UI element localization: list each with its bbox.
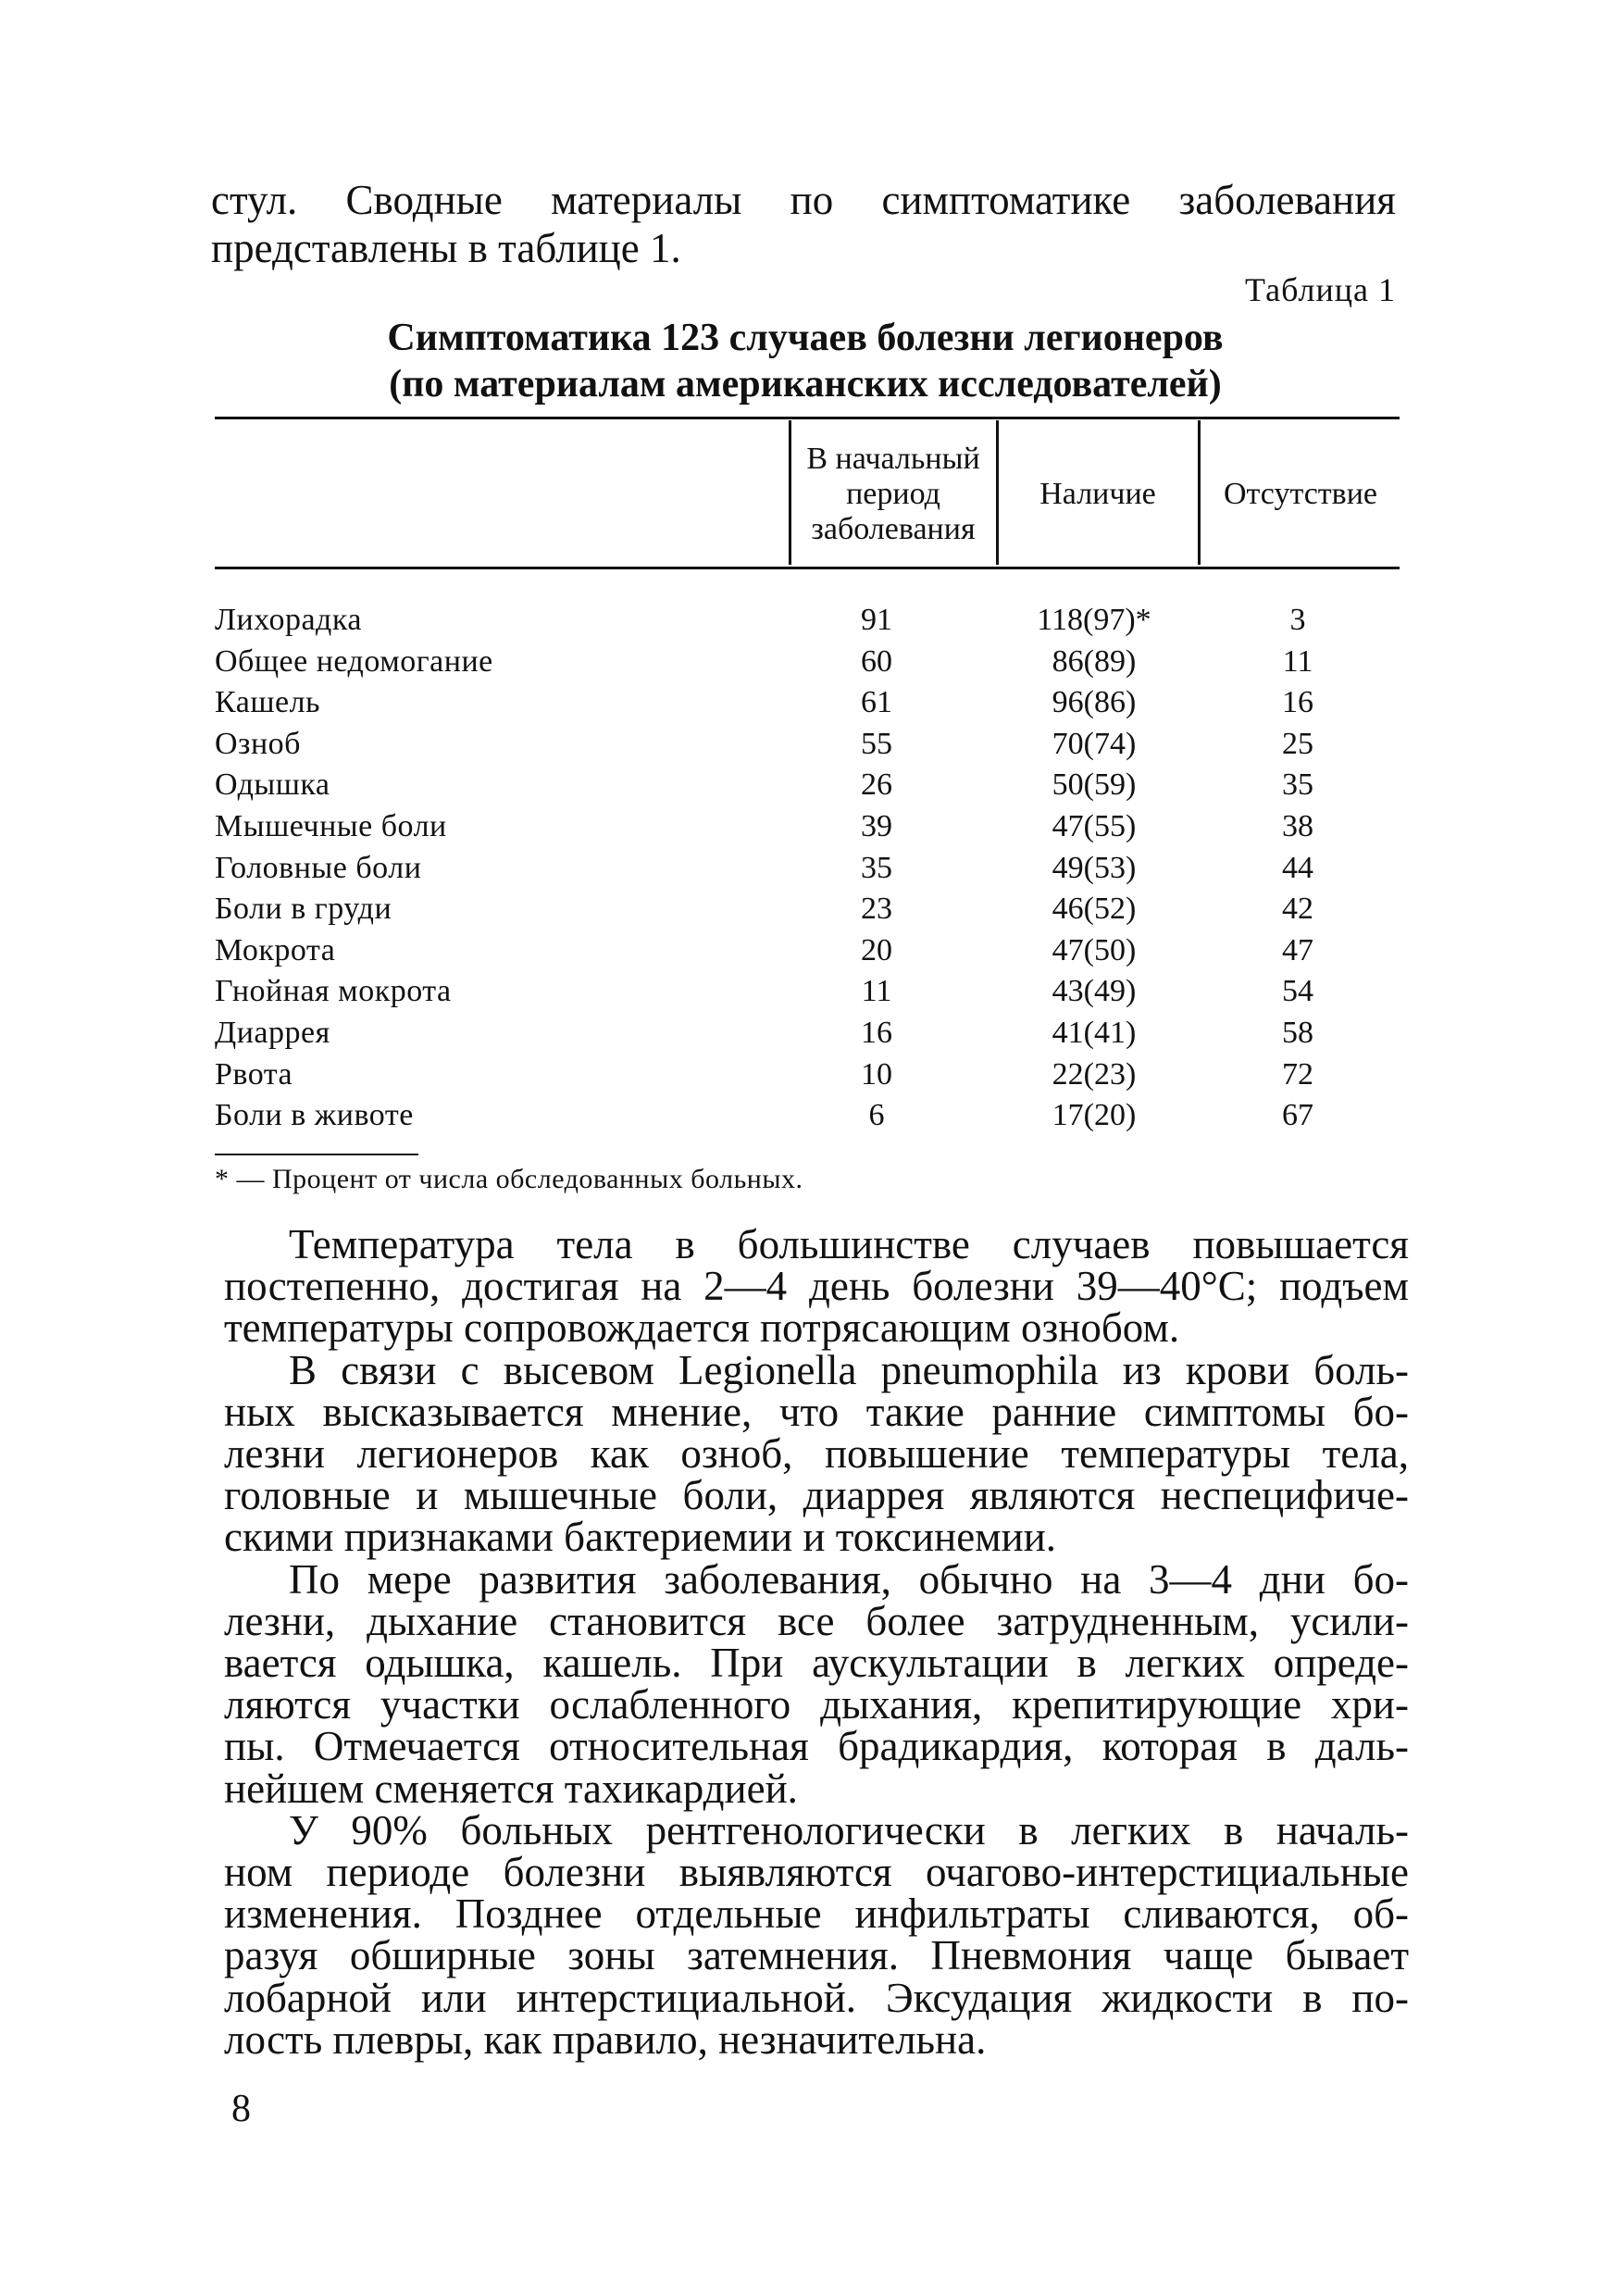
symptom-cell: Озноб <box>215 726 301 761</box>
present-cell: 70(74) <box>1052 726 1137 761</box>
paragraph-line: ном периоде болезни выявляются очагово-интерстициальные <box>224 1849 1409 1896</box>
initial-cell: 61 <box>861 685 892 720</box>
absent-cell: 44 <box>1282 850 1313 885</box>
body-text <box>224 1221 1409 2063</box>
table-header-bottom-rule <box>215 567 1400 569</box>
initial-cell: 16 <box>861 1015 892 1050</box>
header-initial-period <box>792 426 994 563</box>
symptom-cell: Кашель <box>215 685 321 720</box>
paragraph <box>224 1221 1409 1352</box>
table-row <box>215 930 1400 972</box>
table-row <box>215 806 1400 848</box>
table-row <box>215 682 1400 724</box>
present-cell: 96(86) <box>1052 685 1137 720</box>
present-cell: 47(50) <box>1052 932 1137 967</box>
table-row <box>215 600 1400 642</box>
present-cell: 46(52) <box>1052 892 1137 927</box>
initial-cell: 35 <box>861 850 892 885</box>
initial-cell: 11 <box>861 974 892 1009</box>
symptom-cell: Мокрота <box>215 932 336 967</box>
absent-cell: 72 <box>1282 1056 1313 1092</box>
absent-cell: 38 <box>1282 808 1313 843</box>
table-header-divider-2 <box>996 420 999 565</box>
present-cell: 22(23) <box>1052 1056 1137 1092</box>
footnote-rule <box>215 1154 418 1155</box>
symptom-cell: Одышка <box>215 767 330 803</box>
table-row <box>215 724 1400 766</box>
paragraph-line: Температура тела в большинстве случаев повышается <box>289 1221 1409 1267</box>
present-cell: 86(89) <box>1052 643 1137 679</box>
absent-cell: 42 <box>1282 892 1313 927</box>
symptom-cell: Мышечные боли <box>215 808 447 843</box>
paragraph-line: ляются участки ослабленного дыхания, крепитирующие хри- <box>224 1681 1409 1728</box>
paragraph-line: головные и мышечные боли, диаррея являются неспецифиче- <box>224 1472 1409 1519</box>
initial-cell: 91 <box>861 603 892 637</box>
table-title-line-1: Симптоматика 123 случаев болезни легионеров <box>387 317 1224 359</box>
table-row <box>215 765 1400 806</box>
present-cell: 49(53) <box>1052 850 1137 885</box>
table-title-line-2: (по материалам американских исследователей) <box>389 363 1222 406</box>
initial-cell: 20 <box>861 932 892 967</box>
symptom-cell: Общее недомогание <box>215 643 493 679</box>
paragraph <box>224 1555 1409 1812</box>
present-cell: 17(20) <box>1052 1098 1137 1133</box>
header-initial-line-3: заболевания <box>811 512 976 546</box>
present-cell: 50(59) <box>1052 767 1137 803</box>
paragraph-line: По мере развития заболевания, обычно на 3—4 дни бо- <box>289 1555 1409 1603</box>
paragraph <box>224 1346 1409 1561</box>
paragraph-line: температуры сопровождается потрясающим ознобом. <box>224 1304 1180 1352</box>
paragraph-line: нейшем сменяется тахикардией. <box>224 1765 798 1812</box>
paragraph-line: лезни легионеров как озноб, повышение температуры тела, <box>224 1430 1409 1478</box>
paragraph-line: изменения. Позднее отдельные инфильтраты сливаются, об- <box>224 1890 1409 1938</box>
initial-cell: 10 <box>861 1056 892 1092</box>
absent-cell: 58 <box>1282 1015 1313 1050</box>
symptom-cell: Гнойная мокрота <box>215 974 452 1009</box>
table-top-rule <box>215 417 1400 419</box>
intro-line-2: представлены в таблице 1. <box>211 225 681 271</box>
table-row <box>215 848 1400 890</box>
table-title <box>213 315 1398 407</box>
header-absent: Отсутствие <box>1223 477 1378 511</box>
symptom-cell: Боли в животе <box>215 1098 414 1133</box>
paragraph-line: постепенно, достигая на 2—4 день болезни 39—40°С; подъем <box>224 1263 1409 1310</box>
symptom-cell: Рвота <box>215 1056 293 1092</box>
absent-cell: 47 <box>1282 932 1313 967</box>
present-cell: 118(97)* <box>1037 603 1151 637</box>
intro-line-1: стул. Сводные материалы по симптоматике заболевания <box>211 177 1396 223</box>
intro-text <box>211 176 1396 272</box>
absent-cell: 16 <box>1282 685 1313 720</box>
page-number: 8 <box>231 2088 251 2130</box>
absent-cell: 11 <box>1282 643 1313 679</box>
table-row <box>215 1095 1400 1137</box>
present-cell: 41(41) <box>1052 1015 1137 1050</box>
paragraph-line: лезни, дыхание становится все более затрудненным, усили- <box>224 1597 1409 1644</box>
absent-cell: 67 <box>1282 1098 1313 1133</box>
table-footnote: * — Процент от числа обследованных больных. <box>215 1164 803 1194</box>
table-row <box>215 889 1400 930</box>
table-body <box>215 600 1400 1137</box>
present-cell: 43(49) <box>1052 974 1137 1009</box>
table-row <box>215 642 1400 683</box>
initial-cell: 26 <box>861 767 892 803</box>
initial-cell: 60 <box>861 643 892 679</box>
table-label: Таблица 1 <box>1245 271 1396 308</box>
table-row <box>215 1013 1400 1054</box>
header-present: Наличие <box>1039 477 1156 511</box>
symptom-cell: Лихорадка <box>215 603 362 637</box>
symptom-cell: Боли в груди <box>215 892 392 927</box>
absent-cell: 54 <box>1282 974 1313 1009</box>
paragraph-line: У 90% больных рентгенологически в легких в началь- <box>289 1806 1409 1853</box>
paragraph-line: скими признаками бактериемии и токсинемии. <box>224 1514 1057 1561</box>
table-header-divider-1 <box>789 420 791 565</box>
paragraph-line: В связи с высевом Legionella pneumophila из крови боль- <box>289 1346 1409 1393</box>
initial-cell: 6 <box>868 1098 885 1133</box>
header-initial-line-1: В начальный <box>806 442 980 476</box>
symptom-cell: Диаррея <box>215 1015 330 1050</box>
table-row <box>215 1054 1400 1096</box>
table-row <box>215 971 1400 1013</box>
paragraph-line: лобарной или интерстициальной. Эксудация жидкости в по- <box>224 1974 1409 2021</box>
absent-cell: 25 <box>1282 726 1313 761</box>
absent-cell: 3 <box>1289 603 1306 637</box>
paragraph <box>224 1806 1409 2063</box>
symptom-cell: Головные боли <box>215 850 422 885</box>
initial-cell: 55 <box>861 726 892 761</box>
paragraph-line: вается одышка, кашель. При аускультации в легких опреде- <box>224 1640 1409 1687</box>
initial-cell: 23 <box>861 892 892 927</box>
header-initial-line-2: период <box>846 477 940 511</box>
paragraph-line: разуя обширные зоны затемнения. Пневмония чаще бывает <box>224 1932 1409 1979</box>
absent-cell: 35 <box>1282 767 1313 803</box>
table-header-divider-3 <box>1198 420 1201 565</box>
present-cell: 47(55) <box>1052 808 1137 843</box>
initial-cell: 39 <box>861 808 892 843</box>
paragraph-line: пы. Отмечается относительная брадикардия, которая в даль- <box>224 1723 1409 1770</box>
paragraph-line: лость плевры, как правило, незначительна. <box>224 2015 987 2063</box>
paragraph-line: ных высказывается мнение, что такие ранние симптомы бо- <box>224 1388 1409 1435</box>
